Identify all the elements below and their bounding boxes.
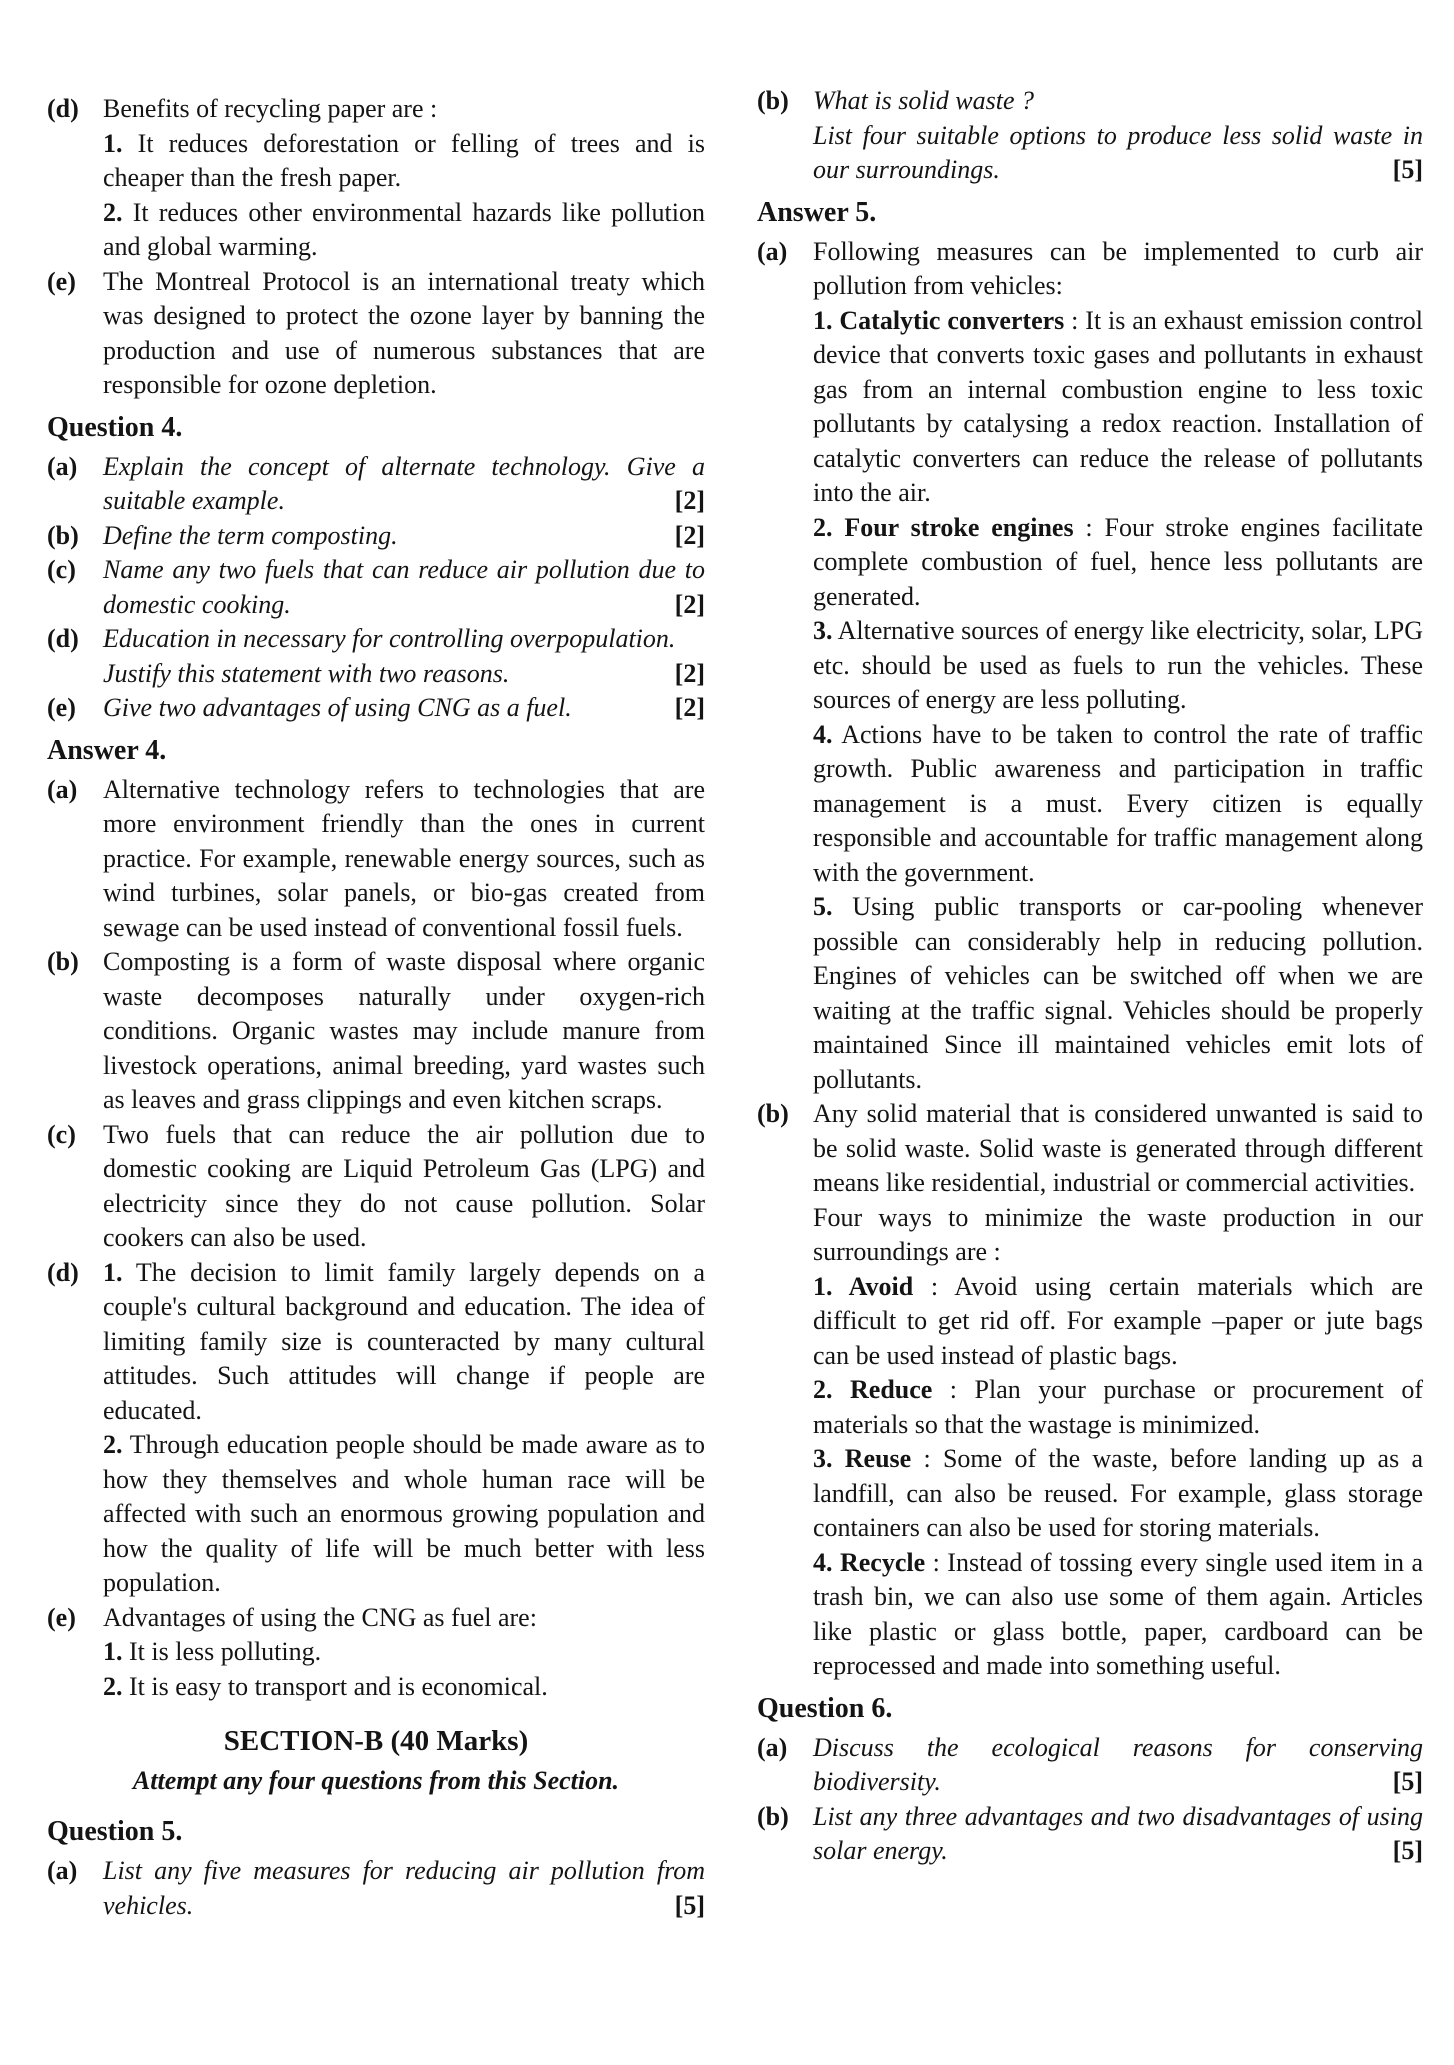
item-marker: (e): [47, 266, 76, 296]
paragraph: Four ways to minimize the waste production in our surroundings are :: [813, 1202, 1423, 1266]
point-label: 2. Reduce: [813, 1375, 933, 1404]
point-number: 1.: [103, 1257, 123, 1287]
point-label: 4.: [813, 719, 833, 749]
point-label: 5.: [813, 892, 833, 921]
item-marker: (d): [47, 94, 79, 123]
point-text: Through education people should be made aware as to how they themselves and whole human race will be affected with such an enormous growing population and how the quality of life will be much better with less population.: [103, 1430, 706, 1597]
paragraph: [103, 127, 705, 196]
paragraph: [813, 1373, 1423, 1442]
paragraph: Benefits of recycling paper are :: [103, 94, 438, 123]
answer4-heading: Answer 4.: [47, 734, 167, 766]
marks-badge: [2]: [674, 589, 705, 619]
paragraph: [813, 1546, 1423, 1684]
item-marker: (a): [47, 451, 78, 481]
point-label: 2. Four stroke engines: [813, 512, 1074, 542]
answer3-item-e: [47, 265, 705, 403]
point-number: 1.: [103, 1637, 123, 1666]
question6-item-b: [757, 1800, 1423, 1869]
item-marker: (c): [47, 1119, 76, 1149]
marks-badge: [5]: [1392, 1767, 1423, 1796]
point-number: 2.: [103, 1671, 123, 1701]
question6-heading: Question 6.: [757, 1692, 893, 1724]
item-marker: (d): [47, 1257, 79, 1287]
section-b-note: Attempt any four questions from this Section.: [132, 1766, 620, 1795]
right-column: [757, 84, 1423, 1869]
paragraph: Any solid material that is considered unwanted is said to be solid waste. Solid waste is generated through different means like residential, industrial or commercial activities.: [813, 1099, 1423, 1197]
question4-item-a: [47, 450, 705, 519]
item-marker: (a): [757, 1732, 788, 1762]
question-text: Name any two fuels that can reduce air pollution due to domestic cooking.: [103, 555, 705, 619]
point-label: 1. Avoid: [813, 1271, 914, 1301]
paragraph: [813, 511, 1423, 615]
point-text: : Some of the waste, before landing up as a landfill, can also be reused. For example, glass storage containers can also be used for storing materials.: [813, 1444, 1423, 1542]
paragraph: Two fuels that can reduce the air pollution due to domestic cooking are Liquid Petroleum Gas (LPG) and electricity since they do not cause pollution. Solar cookers can also be used.: [103, 1119, 705, 1252]
paragraph: [813, 718, 1423, 891]
item-marker: (a): [47, 774, 78, 804]
question4-item-b: [47, 519, 705, 554]
left-column: [47, 92, 705, 1923]
paragraph: [813, 614, 1423, 718]
question-text: List four suitable options to produce less solid waste in our surroundings.: [813, 120, 1423, 184]
point-text: Actions have to be taken to control the rate of traffic growth. Public awareness and participation in traffic management is a must. Every citizen is equally responsible and accountable for traffic management along with the government.: [813, 719, 1423, 887]
paragraph: Advantages of using the CNG as fuel are:: [103, 1602, 537, 1632]
item-marker: (e): [47, 693, 76, 722]
answer4-item-d: [47, 1256, 705, 1601]
point-text: : Four stroke engines facilitate complete combustion of fuel, hence less pollutants are generated.: [813, 512, 1423, 611]
point-number: 2.: [103, 1430, 123, 1459]
item-marker: (d): [47, 624, 79, 653]
point-text: Using public transports or car-pooling whenever possible can considerably help in reducing pollution. Engines of vehicles can be switched off when we are waiting at the traffic signal. Vehicles should be properly maintained Since ill maintained vehicles emit lots of pollutants.: [813, 892, 1423, 1094]
marks-badge: [5]: [1392, 1836, 1423, 1865]
item-marker: (e): [47, 1602, 76, 1632]
question4-heading: Question 4.: [47, 411, 183, 443]
point-text: It is less polluting.: [129, 1637, 322, 1666]
question5-item-b: [757, 84, 1423, 188]
paragraph: [103, 1670, 705, 1705]
question4-item-d: [47, 622, 705, 691]
point-text: Alternative sources of energy like electricity, solar, LPG etc. should be used as fuels to run the vehicles. These sources of energy are less polluting.: [813, 616, 1423, 714]
question-text: Give two advantages of using CNG as a fuel.: [103, 693, 572, 722]
question5-heading: Question 5.: [47, 1816, 183, 1847]
paragraph: [813, 890, 1423, 1097]
item-marker: (b): [757, 1099, 789, 1128]
point-label: 3.: [813, 616, 833, 645]
item-marker: (b): [47, 947, 79, 976]
paragraph: Alternative technology refers to technologies that are more environment friendly than the ones in current practice. For example, renewable energy sources, such as wind turbines, solar panels, or bio-gas created from sewage can be used instead of conventional fossil fuels.: [103, 774, 705, 942]
point-text: : It is an exhaust emission control device that converts toxic gases and pollutants in exhaust gas from an internal combustion engine to less toxic pollutants by catalysing a redox reaction. Installation of catalytic converters can reduce the release of pollutants into the air.: [813, 305, 1423, 507]
paragraph: [103, 1256, 705, 1429]
point-text: It reduces other environmental hazards like pollution and global warming.: [103, 197, 706, 261]
question-text: List any five measures for reducing air pollution from vehicles.: [103, 1856, 705, 1920]
paragraph: [103, 1428, 705, 1601]
question6-item-a: [757, 1731, 1423, 1800]
point-number: 1.: [103, 128, 123, 158]
point-label: 3. Reuse: [813, 1444, 912, 1473]
marks-badge: [5]: [1392, 155, 1423, 184]
paragraph: [813, 1270, 1423, 1374]
answer5-item-a: [757, 235, 1423, 1098]
answer4-item-b: [47, 945, 705, 1118]
question-text: Discuss the ecological reasons for conserving biodiversity.: [813, 1732, 1423, 1796]
question5-item-a: [47, 1854, 705, 1923]
paragraph: The Montreal Protocol is an international treaty which was designed to protect the ozone layer by banning the production and use of numerous substances that are responsible for ozone depletion.: [103, 266, 705, 399]
paragraph: [103, 1635, 705, 1670]
paragraph: Following measures can be implemented to curb air pollution from vehicles:: [813, 236, 1423, 300]
point-text: : Plan your purchase or procurement of materials so that the wastage is minimized.: [813, 1375, 1423, 1439]
marks-badge: [2]: [674, 693, 705, 722]
point-text: : Avoid using certain materials which are difficult to get rid off. For example –paper or jute bags can be used instead of plastic bags.: [813, 1271, 1423, 1370]
marks-badge: [2]: [674, 486, 705, 515]
answer5-item-b: [757, 1097, 1423, 1684]
question-text: Define the term composting.: [103, 520, 398, 550]
paragraph: Composting is a form of waste disposal where organic waste decomposes naturally under oxygen-rich conditions. Organic wastes may include manure from livestock operations, animal breeding, yard wastes such as leaves and grass clippings and even kitchen scraps.: [103, 947, 705, 1114]
answer4-item-a: [47, 773, 705, 946]
marks-badge: [5]: [674, 1890, 705, 1920]
question-text: Explain the concept of alternate technology. Give a suitable example.: [103, 451, 705, 515]
paragraph: [813, 1442, 1423, 1546]
item-marker: (a): [757, 236, 788, 266]
question4-item-c: [47, 553, 705, 622]
point-text: It is easy to transport and is economical.: [129, 1671, 548, 1701]
question-text: What is solid waste ?: [813, 86, 1035, 115]
answer3-item-d: [47, 92, 705, 265]
point-label: 4. Recycle: [813, 1547, 926, 1577]
item-marker: (b): [757, 86, 789, 115]
point-number: 2.: [103, 197, 123, 227]
paragraph: [103, 196, 705, 265]
answer4-item-c: [47, 1118, 705, 1256]
point-label: 1. Catalytic converters: [813, 305, 1065, 335]
question-text: Justify this statement with two reasons.: [103, 658, 510, 688]
point-text: : Instead of tossing every single used item in a trash bin, we can also use some of them again. Articles like plastic or glass bottle, paper, cardboard can be reprocessed and made into something useful.: [813, 1547, 1423, 1680]
section-b-title: SECTION-B (40 Marks): [223, 1725, 529, 1757]
point-text: It reduces deforestation or felling of trees and is cheaper than the fresh paper.: [103, 128, 706, 192]
item-marker: (c): [47, 555, 76, 584]
answer5-heading: Answer 5.: [757, 196, 877, 228]
item-marker: (b): [47, 520, 79, 550]
marks-badge: [2]: [674, 520, 705, 550]
question-text: Education in necessary for controlling overpopulation.: [103, 624, 676, 653]
answer4-item-e: [47, 1601, 705, 1705]
marks-badge: [2]: [674, 658, 705, 688]
item-marker: (a): [47, 1856, 78, 1885]
item-marker: (b): [757, 1801, 789, 1831]
question-text: List any three advantages and two disadvantages of using solar energy.: [813, 1801, 1423, 1865]
paragraph: [813, 304, 1423, 511]
question4-item-e: [47, 691, 705, 726]
point-text: The decision to limit family largely depends on a couple's cultural background and education. The idea of limiting family size is counteracted by many cultural attitudes. Such attitudes will change if people are educated.: [103, 1257, 706, 1425]
